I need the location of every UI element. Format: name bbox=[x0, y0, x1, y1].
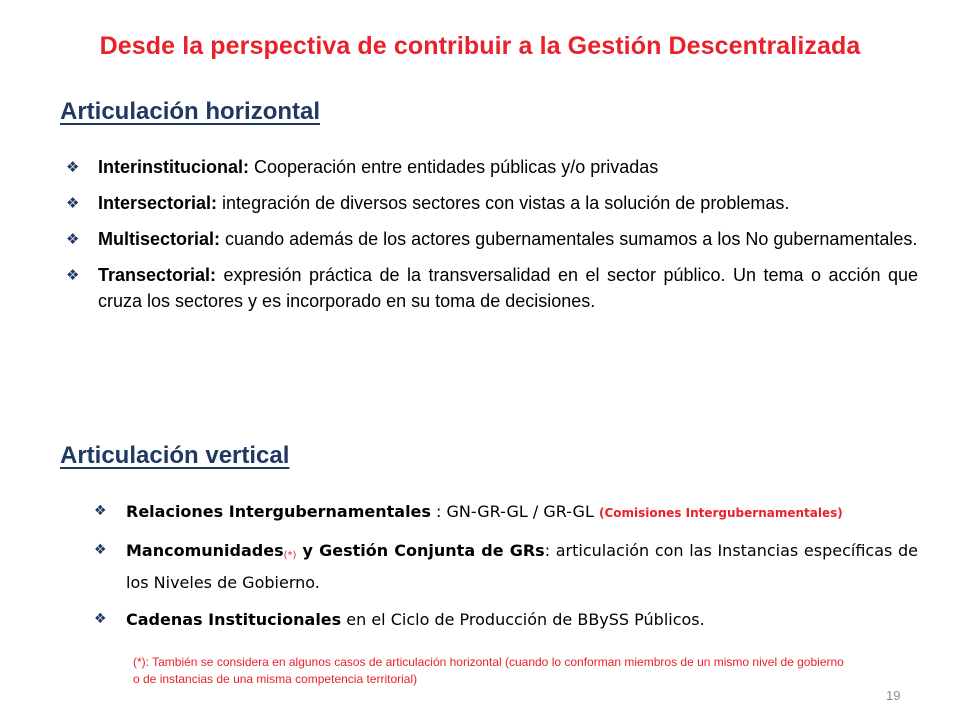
item-term: Mancomunidades bbox=[126, 541, 284, 560]
diamond-bullet-icon: ❖ bbox=[66, 266, 80, 284]
item-text: integración de diversos sectores con vistas a la solución de problemas. bbox=[217, 193, 790, 213]
list-item bbox=[66, 262, 918, 314]
section-heading-vertical: Articulación vertical bbox=[60, 442, 290, 469]
item-note: (Comisiones Intergubernamentales) bbox=[598, 506, 843, 520]
diamond-bullet-icon: ❖ bbox=[66, 194, 80, 212]
diamond-bullet-icon: ❖ bbox=[66, 158, 80, 176]
list-item bbox=[94, 498, 918, 527]
horizontal-list bbox=[66, 154, 918, 314]
item-term: Interinstitucional: bbox=[98, 157, 250, 177]
item-term: Intersectorial: bbox=[98, 193, 218, 213]
item-text: Cooperación entre entidades públicas y/o privadas bbox=[249, 157, 659, 177]
list-item bbox=[94, 537, 918, 596]
item-text: expresión práctica de la transversalidad en el sector público. Un tema o acción que cruza los sectores y es incorporado en su toma de decisiones. bbox=[98, 265, 918, 311]
item-text: : GN-GR-GL / GR-GL bbox=[430, 502, 599, 521]
item-text: : articulación con las Instancias específicas de los Niveles de Gobierno. bbox=[126, 541, 919, 592]
item-term: Relaciones Intergubernamentales bbox=[126, 502, 431, 521]
section-heading-horizontal: Articulación horizontal bbox=[60, 98, 321, 125]
item-text: cuando además de los actores gubernamentales sumamos a los No gubernamentales. bbox=[220, 229, 918, 249]
item-term: Cadenas Institucionales bbox=[126, 610, 342, 629]
diamond-bullet-icon: ❖ bbox=[66, 230, 80, 248]
diamond-bullet-icon: ❖ bbox=[94, 503, 107, 519]
list-item bbox=[66, 154, 918, 180]
footnote: (*): También se considera en algunos casos de articulación horizontal (cuando lo conforman miembros de un mismo nivel de gobierno o de instancias de una misma competencia territorial) bbox=[133, 655, 844, 686]
slide-title: Desde la perspectiva de contribuir a la Gestión Descentralizada bbox=[99, 32, 861, 60]
item-term-continued: y Gestión Conjunta de GRs bbox=[296, 541, 545, 560]
page-number: 19 bbox=[886, 688, 901, 703]
vertical-list bbox=[94, 498, 918, 633]
list-item bbox=[66, 226, 918, 252]
diamond-bullet-icon: ❖ bbox=[94, 611, 107, 627]
item-term: Transectorial: bbox=[98, 265, 217, 285]
footnote-mark: (*) bbox=[283, 550, 297, 561]
diamond-bullet-icon: ❖ bbox=[94, 542, 107, 558]
list-item bbox=[66, 190, 918, 216]
item-text: en el Ciclo de Producción de BBySS Públicos. bbox=[341, 610, 705, 629]
item-term: Multisectorial: bbox=[98, 229, 221, 249]
list-item bbox=[94, 606, 918, 633]
